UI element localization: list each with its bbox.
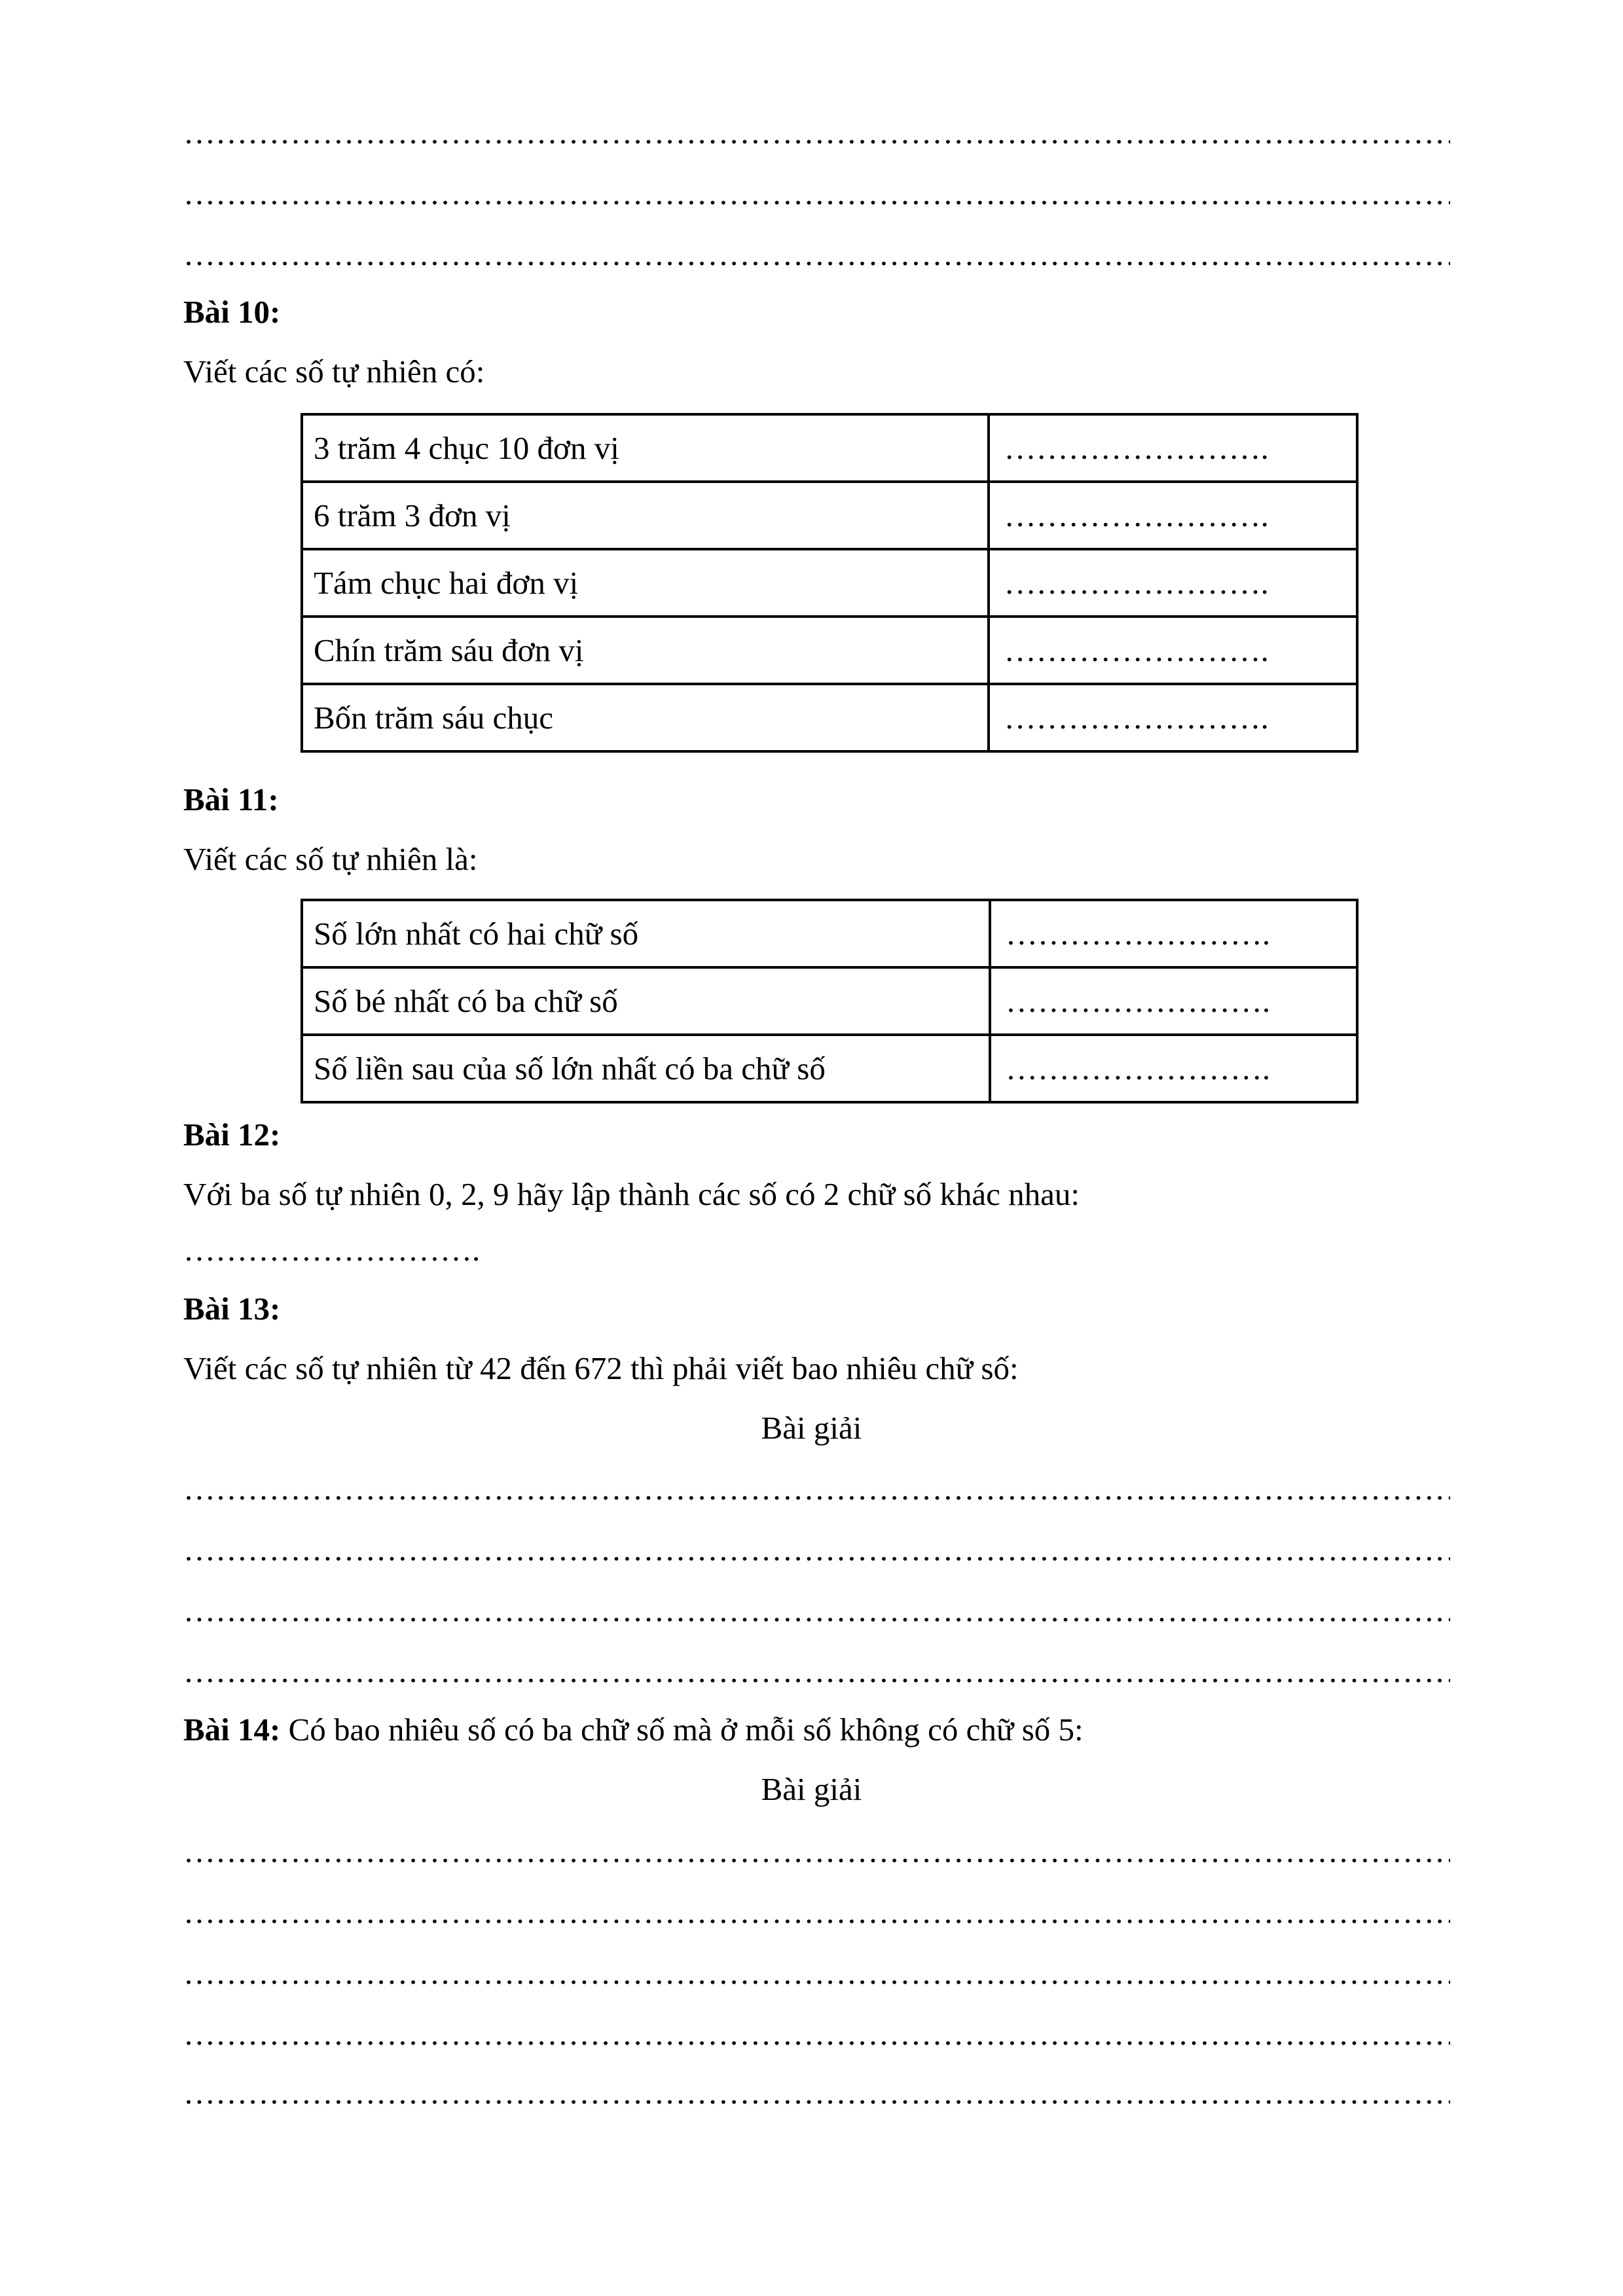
answer-line[interactable] [183,177,1450,209]
exercise-10-title: Bài 10: [183,294,281,330]
answer-line[interactable] [183,1473,1450,1505]
exercise-14-title: Bài 14: [183,1712,281,1748]
exercise-10-prompt: Viết các số tự nhiên có: [183,353,485,389]
row-answer-field[interactable]: ……………………. [989,617,1357,684]
exercise-12-title: Bài 12: [183,1117,281,1153]
row-answer-field[interactable]: ……………………. [989,684,1357,751]
answer-line[interactable] [183,1655,1450,1687]
answer-line[interactable] [183,1896,1450,1928]
row-label: 6 trăm 3 đơn vị [302,482,989,549]
exercise-11-table [301,899,1359,1103]
solution-heading: Bài giải [761,1410,862,1446]
exercise-12-prompt: Với ba số tự nhiên 0, 2, 9 hãy lập thành các số có 2 chữ số khác nhau: [183,1176,1080,1212]
table-row [302,549,1357,617]
answer-line[interactable] [183,238,1450,270]
answer-line[interactable] [183,117,1450,149]
row-answer-field[interactable]: ……………………. [990,967,1357,1035]
exercise-13-prompt: Viết các số tự nhiên từ 42 đến 672 thì phải viết bao nhiêu chữ số: [183,1350,1019,1386]
exercise-10-table [301,413,1359,753]
answer-line[interactable] [183,1594,1450,1626]
answer-line[interactable] [183,2077,1450,2109]
exercise-12-answer-field[interactable]: ………………………. [183,1232,481,1268]
row-answer-field[interactable]: ……………………. [990,900,1357,967]
row-label: 3 trăm 4 chục 10 đơn vị [302,414,989,482]
row-label: Chín trăm sáu đơn vị [302,617,989,684]
solution-heading: Bài giải [761,1771,862,1807]
row-answer-field[interactable]: ……………………. [989,414,1357,482]
table-row [302,684,1357,751]
table-row [302,617,1357,684]
exercise-13-title: Bài 13: [183,1291,281,1327]
table-row [302,1035,1357,1102]
row-label: Số lớn nhất có hai chữ số [302,900,990,967]
answer-line[interactable] [183,1534,1450,1566]
exercise-14-prompt: Có bao nhiêu số có ba chữ số mà ở mỗi số không có chữ số 5: [288,1712,1084,1748]
table-row [302,482,1357,549]
table-row [302,900,1357,967]
exercise-14-header [183,1713,1084,1746]
answer-line[interactable] [183,2018,1450,2050]
exercise-11-prompt: Viết các số tự nhiên là: [183,841,478,877]
exercise-11-title: Bài 11: [183,781,279,817]
answer-line[interactable] [183,1835,1450,1867]
row-answer-field[interactable]: ……………………. [989,482,1357,549]
row-label: Bốn trăm sáu chục [302,684,989,751]
row-label: Số liền sau của số lớn nhất có ba chữ số [302,1035,990,1102]
table-row [302,414,1357,482]
table-row [302,967,1357,1035]
row-label: Số bé nhất có ba chữ số [302,967,990,1035]
row-answer-field[interactable]: ……………………. [990,1035,1357,1102]
row-label: Tám chục hai đơn vị [302,549,989,617]
answer-line[interactable] [183,1957,1450,1989]
row-answer-field[interactable]: ……………………. [989,549,1357,617]
